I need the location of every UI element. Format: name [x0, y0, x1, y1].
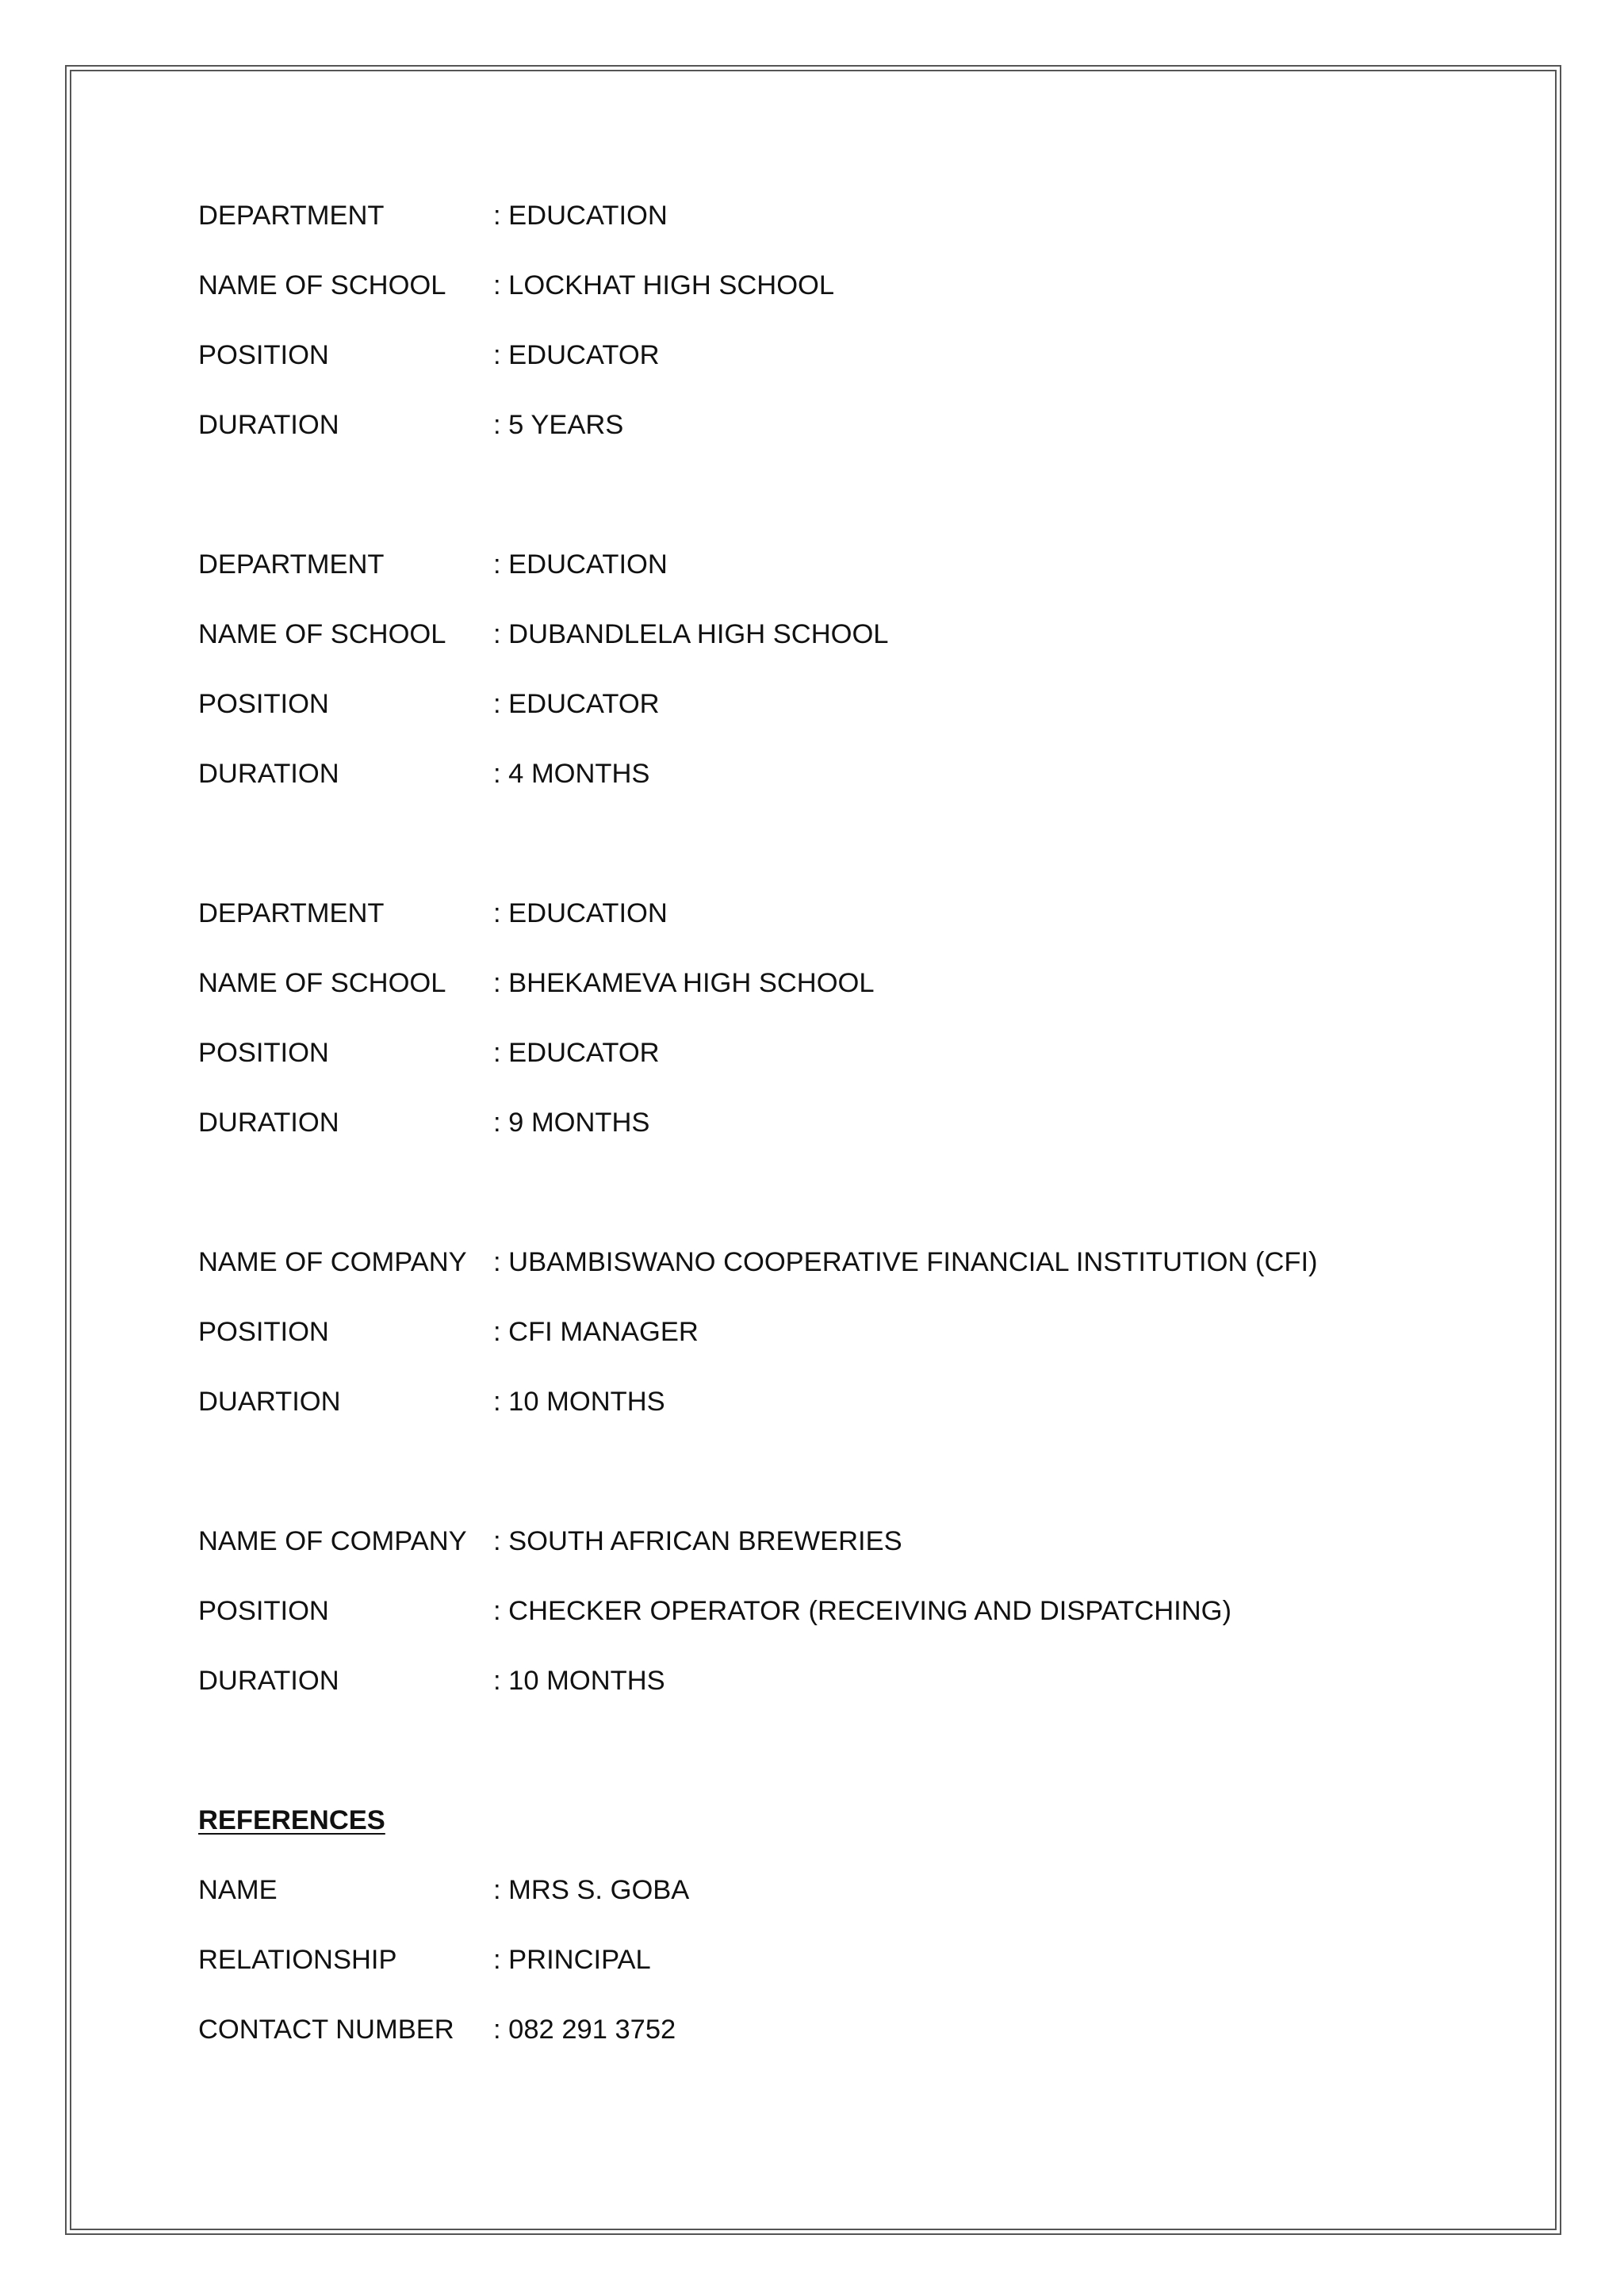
- field-label: NAME: [198, 1875, 278, 1905]
- field-value: : EDUCATION: [493, 545, 668, 584]
- field-value: : PRINCIPAL: [493, 1940, 651, 1980]
- field-value: : EDUCATOR: [493, 1033, 660, 1073]
- field-value: : 5 YEARS: [493, 405, 623, 445]
- field-label: DUARTION: [198, 1387, 341, 1417]
- field-value: : 10 MONTHS: [493, 1382, 665, 1422]
- field-value: : EDUCATION: [493, 196, 668, 235]
- field-value: : LOCKHAT HIGH SCHOOL: [493, 266, 834, 305]
- page-border: [65, 65, 1561, 2235]
- field-value: : 4 MONTHS: [493, 754, 649, 794]
- field-value: : MRS S. GOBA: [493, 1870, 689, 1910]
- field-label: POSITION: [198, 689, 329, 719]
- references-heading: REFERENCES: [198, 1805, 385, 1835]
- field-value: : EDUCATOR: [493, 684, 660, 724]
- field-label: NAME OF SCHOOL: [198, 619, 446, 649]
- field-value: : EDUCATOR: [493, 335, 660, 375]
- field-value: : 082 291 3752: [493, 2010, 676, 2049]
- field-label: POSITION: [198, 340, 329, 370]
- field-label: POSITION: [198, 1317, 329, 1347]
- field-label: DURATION: [198, 759, 339, 789]
- field-value: : DUBANDLELA HIGH SCHOOL: [493, 614, 888, 654]
- field-label: DEPARTMENT: [198, 898, 385, 928]
- field-label: RELATIONSHIP: [198, 1945, 397, 1975]
- field-label: DURATION: [198, 1108, 339, 1138]
- field-label: POSITION: [198, 1596, 329, 1626]
- field-value: : 10 MONTHS: [493, 1661, 665, 1701]
- field-label: NAME OF SCHOOL: [198, 968, 446, 998]
- field-label: DEPARTMENT: [198, 549, 385, 580]
- field-label: POSITION: [198, 1038, 329, 1068]
- field-label: DURATION: [198, 1666, 339, 1696]
- field-label: NAME OF COMPANY: [198, 1526, 467, 1556]
- field-value: : UBAMBISWANO COOPERATIVE FINANCIAL INSTITUTION (CFI): [493, 1242, 1318, 1282]
- field-value: : BHEKAMEVA HIGH SCHOOL: [493, 963, 875, 1003]
- field-value: : EDUCATION: [493, 894, 668, 933]
- field-value: : 9 MONTHS: [493, 1103, 649, 1142]
- field-label: DURATION: [198, 410, 339, 440]
- field-label: NAME OF COMPANY: [198, 1247, 467, 1277]
- field-label: NAME OF SCHOOL: [198, 270, 446, 300]
- field-value: : SOUTH AFRICAN BREWERIES: [493, 1521, 902, 1561]
- field-label: CONTACT NUMBER: [198, 2015, 454, 2045]
- field-label: DEPARTMENT: [198, 201, 385, 231]
- field-value: : CFI MANAGER: [493, 1312, 699, 1352]
- field-value: : CHECKER OPERATOR (RECEIVING AND DISPATCHING): [493, 1591, 1231, 1631]
